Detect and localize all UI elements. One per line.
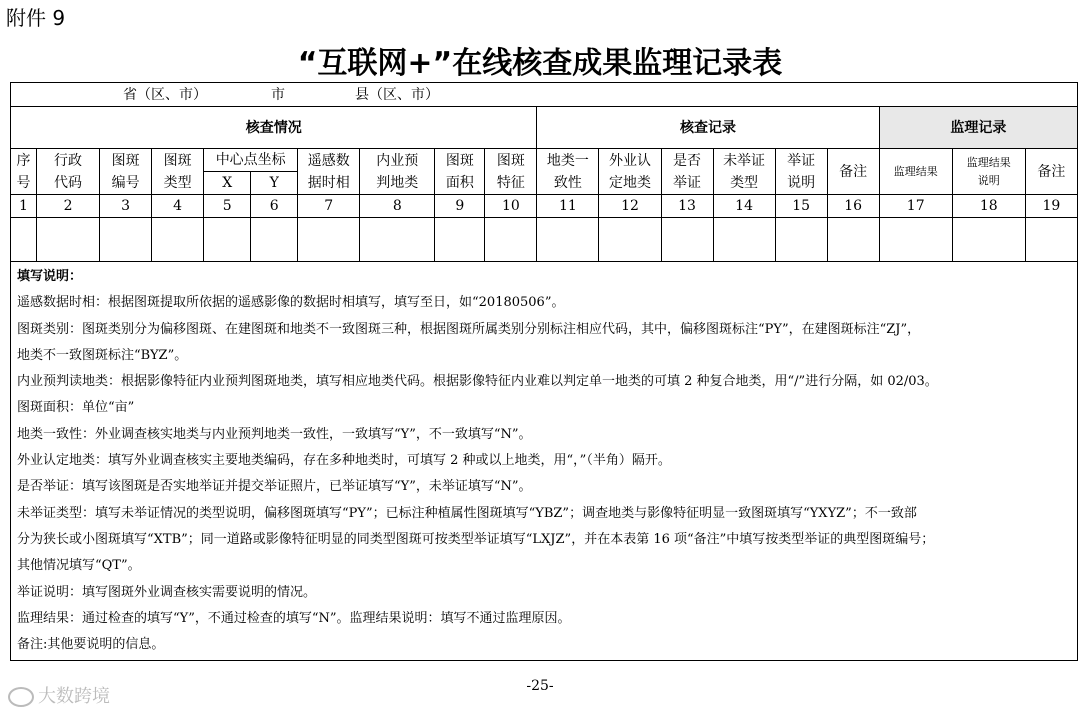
data-entry-cell[interactable]	[879, 218, 952, 262]
column-number: 18	[952, 195, 1025, 218]
data-entry-cell[interactable]	[661, 218, 713, 262]
data-entry-cell[interactable]	[537, 218, 599, 262]
column-number: 16	[827, 195, 879, 218]
province-label: 省（区、市）	[123, 86, 207, 103]
col-header-patch-id: 图斑 编号	[100, 149, 152, 195]
column-number-row	[11, 195, 1078, 218]
column-number: 11	[537, 195, 599, 218]
col-header-seq: 序 号	[11, 149, 37, 195]
notes-line: 备注:其他要说明的信息。	[17, 637, 165, 653]
page-number: -25-	[526, 678, 554, 694]
location-row	[11, 83, 1078, 107]
data-entry-row	[11, 218, 1078, 262]
col-header-patch-type: 图斑 类型	[152, 149, 204, 195]
col-header-admin-code: 行政 代码	[37, 149, 100, 195]
notes-line: 地类一致性：外业调查核实地类与内业预判地类一致性，一致填写“Y”，不一致填写“N”。	[17, 426, 532, 442]
notes-row	[11, 262, 1078, 661]
col-header-supervision-remarks: 备注	[1025, 149, 1077, 195]
group-check-record: 核查记录	[537, 107, 879, 149]
column-number: 14	[713, 195, 775, 218]
col-header-rs-date: 遥感数 据时相	[298, 149, 360, 195]
record-table	[10, 82, 1078, 661]
column-number: 7	[298, 195, 360, 218]
notes-line: 分为狭长或小图斑填写“XTB”；同一道路或影像特征明显的同类型图斑可按类型举证填写“LXJZ”，并在本表第 16 项“备注”中填写按类型举证的典型图斑编号；	[17, 531, 935, 547]
notes-heading: 填写说明：	[17, 269, 83, 284]
data-entry-cell[interactable]	[827, 218, 879, 262]
page-title: “互联网+”在线核查成果监理记录表	[297, 46, 783, 81]
notes-line: 外业认定地类：填写外业调查核实主要地类编码，存在多种地类时，可填写 2 种或以上地类，用“，”（半角）隔开。	[17, 453, 671, 469]
column-header-row-1	[11, 149, 1078, 172]
data-entry-cell[interactable]	[298, 218, 360, 262]
column-number: 9	[435, 195, 485, 218]
col-header-evidence: 是否 举证	[661, 149, 713, 195]
column-number: 4	[152, 195, 204, 218]
group-supervision-record: 监理记录	[879, 107, 1077, 149]
col-header-x: X	[204, 172, 251, 195]
notes-line: 图斑类别：图斑类别分为偏移图斑、在建图斑和地类不一致图斑三种，根据图斑所属类别分别标注相应代码，其中，偏移图斑标注“PY”，在建图斑标注“ZJ”，	[17, 321, 921, 337]
column-number: 5	[204, 195, 251, 218]
data-entry-cell[interactable]	[435, 218, 485, 262]
data-entry-cell[interactable]	[713, 218, 775, 262]
column-number: 10	[485, 195, 537, 218]
column-number: 8	[360, 195, 435, 218]
notes-line: 举证说明：填写图斑外业调查核实需要说明的情况。	[17, 584, 317, 600]
data-entry-cell[interactable]	[37, 218, 100, 262]
notes-line: 监理结果：通过检查的填写“Y”，不通过检查的填写“N”。监理结果说明：填写不通过监理原因。	[17, 610, 571, 626]
column-number: 15	[775, 195, 827, 218]
notes-line: 遥感数据时相：根据图斑提取所依据的遥感影像的数据时相填写，填写至日，如“20180506”。	[17, 295, 565, 311]
notes-cell	[11, 262, 1078, 661]
col-header-supervision-result: 监理结果	[879, 149, 952, 195]
data-entry-cell[interactable]	[152, 218, 204, 262]
watermark-text: 大数跨境	[38, 686, 110, 707]
col-header-landuse-consistency: 地类一 致性	[537, 149, 599, 195]
column-number: 12	[599, 195, 661, 218]
data-entry-cell[interactable]	[11, 218, 37, 262]
data-entry-cell[interactable]	[952, 218, 1025, 262]
column-number: 6	[251, 195, 298, 218]
column-number: 2	[37, 195, 100, 218]
notes-line: 内业预判读地类：根据影像特征内业预判图斑地类，填写相应地类代码。根据影像特征内业难以判定单一地类的可填 2 种复合地类，用“/”进行分隔，如 02/03。	[17, 374, 938, 390]
data-entry-cell[interactable]	[599, 218, 661, 262]
group-header-row	[11, 107, 1078, 149]
city-label: 市	[271, 86, 285, 103]
notes-line: 其他情况填写“QT”。	[17, 558, 141, 574]
col-header-no-evidence-type: 未举证 类型	[713, 149, 775, 195]
county-label: 县（区、市）	[355, 86, 439, 103]
col-header-patch-feature: 图斑 特征	[485, 149, 537, 195]
notes-line: 未举证类型：填写未举证情况的类型说明，偏移图斑填写“PY”；已标注种植属性图斑填写“YBZ”；调查地类与影像特征明显一致图斑填写“YXYZ”；不一致部	[17, 505, 917, 521]
col-header-evidence-note: 举证 说明	[775, 149, 827, 195]
column-number: 3	[100, 195, 152, 218]
watermark-logo-icon	[8, 687, 34, 707]
column-number: 17	[879, 195, 952, 218]
location-cell	[11, 83, 1078, 107]
watermark	[8, 682, 110, 708]
column-number: 13	[661, 195, 713, 218]
data-entry-cell[interactable]	[100, 218, 152, 262]
notes-line: 地类不一致图斑标注“BYZ”。	[17, 347, 188, 363]
attachment-label: 附件 9	[6, 6, 66, 30]
data-entry-cell[interactable]	[251, 218, 298, 262]
data-entry-cell[interactable]	[1025, 218, 1077, 262]
group-check-situation: 核查情况	[11, 107, 537, 149]
notes-line: 图斑面积：单位“亩”	[17, 400, 135, 416]
notes-line: 是否举证：填写该图斑是否实地举证并提交举证照片，已举证填写“Y”，未举证填写“N”。	[17, 479, 532, 495]
column-number: 1	[11, 195, 37, 218]
col-header-center-coord: 中心点坐标	[204, 149, 298, 172]
col-header-supervision-result-note: 监理结果 说明	[952, 149, 1025, 195]
data-entry-cell[interactable]	[775, 218, 827, 262]
data-entry-cell[interactable]	[485, 218, 537, 262]
col-header-remarks: 备注	[827, 149, 879, 195]
col-header-field-landuse: 外业认 定地类	[599, 149, 661, 195]
column-number: 19	[1025, 195, 1077, 218]
col-header-patch-area: 图斑 面积	[435, 149, 485, 195]
data-entry-cell[interactable]	[360, 218, 435, 262]
col-header-predicted-landuse: 内业预 判地类	[360, 149, 435, 195]
data-entry-cell[interactable]	[204, 218, 251, 262]
col-header-y: Y	[251, 172, 298, 195]
